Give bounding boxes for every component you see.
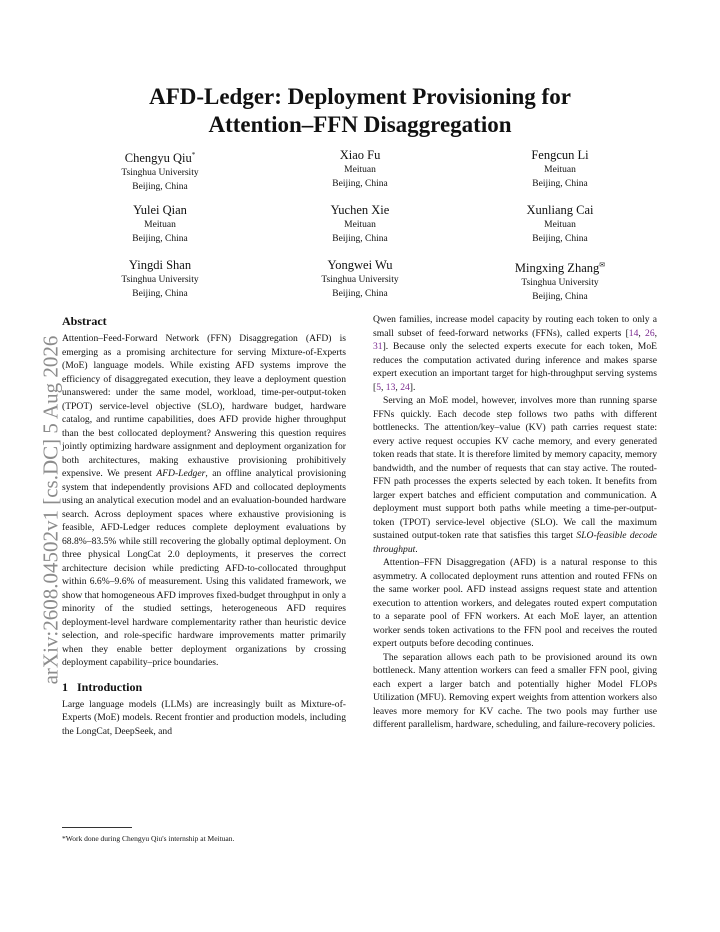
right-column <box>373 313 657 732</box>
author-location: Beijing, China <box>132 181 188 192</box>
abstract-text: Attention–Feed-Forward Network (FFN) Disaggregation (AFD) is emerging as a promising architecture for serving Mixture-of-Experts (MoE) language models. While existing AFD systems improve the efficiency of disaggregated execution, they leave a deployment question unanswered: under the same model, workload, time-per-output-token (TPOT) service-level objective (SLO), hardware budget, hardware catalog, and runtime capabilities, does AFD provide higher throughput than the best collocated deployment? Answering this question requires jointly optimizing hardware assignment and deployment organization for both architectures, making exhaustive provisioning prohibitively expensive. We present AFD-Ledger, an offline analytical provisioning system that independently provisions AFD and collocated deployments using an analytical execution model and an evaluation-bounded hardware search. Across deployment spaces where exhaustive provisioning is feasible, AFD-Ledger reduces complete deployment evaluations by 68.8%–83.5% while still recovering the globally optimal deployment. On three physical LongCat 2.0 deployments, it preserves the correct architecture decision while predicting AFD-to-collocated throughput within 6.6%–9.6% of measurement. Using this validated framework, we show that homogeneous AFD improves fixed-budget throughput in only a minority of the studied settings, heterogeneous AFD requires deployment-level hardware complementarity rather than heuristic device selection, and role-specific hardware improvements matter primarily when they enable better deployment organizations by crossing deployment capability–price boundaries. <box>62 333 346 668</box>
author-name: Mingxing Zhang <box>514 261 600 276</box>
abstract-heading: Abstract <box>62 314 107 328</box>
author-location: Beijing, China <box>132 233 188 244</box>
title-line-1: AFD-Ledger: Deployment Provisioning for <box>149 84 571 109</box>
arxiv-stamp-text: arXiv:2608.04502v1 [cs.DC] 5 Aug 2026 <box>38 335 63 685</box>
author-location: Beijing, China <box>532 178 588 189</box>
author-card <box>60 257 260 301</box>
author-card <box>260 202 460 246</box>
author-name: Chengyu Qiu <box>124 151 192 166</box>
paper-title <box>60 83 660 139</box>
body-paragraph: The separation allows each path to be provisioned around its own bottleneck. Many attention workers can feed a smaller FFN pool, giving each expert a larger batch and potentially higher Model FLOPs Utilization (MFU). Removing expert weights from attention workers also leaves more memory for KV cache. The two pools may further use different parallelism, hardware, scheduling, and failure-recovery policies. <box>373 651 657 730</box>
author-card <box>60 147 260 194</box>
author-affiliation: Meituan <box>544 165 576 175</box>
author-card <box>460 257 660 304</box>
citation-link[interactable]: 26 <box>645 327 655 339</box>
author-name: Fengcun Li <box>531 148 589 162</box>
section-heading-introduction <box>62 679 346 695</box>
footnote: *Work done during Chengyu Qiu's internship at Meituan. <box>62 834 235 843</box>
citation-link[interactable]: 31 <box>373 341 383 352</box>
citation-link[interactable]: 24 <box>400 381 410 393</box>
author-card <box>60 202 260 246</box>
intro-paragraph: Large language models (LLMs) are increasingly built as Mixture-of-Experts (MoE) models. Recent frontier and production models, including the LongCat, DeepSeek, and <box>62 698 346 737</box>
arxiv-stamp <box>38 335 64 685</box>
author-affiliation: Tsinghua University <box>121 275 199 285</box>
author-card <box>260 147 460 191</box>
citation-link[interactable]: 14 <box>628 327 639 339</box>
author-name: Xunliang Cai <box>526 203 594 217</box>
author-location: Beijing, China <box>332 288 388 299</box>
author-location: Beijing, China <box>532 291 588 302</box>
author-location: Beijing, China <box>132 288 188 299</box>
author-affiliation: Meituan <box>344 220 376 230</box>
author-affiliation: Meituan <box>544 220 576 230</box>
author-name: Yingdi Shan <box>128 258 192 272</box>
author-location: Beijing, China <box>332 178 388 189</box>
author-card <box>460 202 660 246</box>
term-emphasis: SLO-feasible decode throughput <box>373 530 658 555</box>
author-affiliation: Tsinghua University <box>321 275 399 285</box>
author-location: Beijing, China <box>332 233 388 244</box>
author-mark: * <box>191 151 196 159</box>
author-name: Yulei Qian <box>133 203 187 217</box>
body-paragraph: Serving an MoE model, however, involves more than running sparse FFNs quickly. Each decode step follows two paths with different bottlenecks. The attention/key–value (KV) path carries request state: every active request occupies KV cache memory, and every generated token reads that state. It is therefore limited by memory capacity, memory bandwidth, and the number of requests that can stay active. The routed-FFN path processes the experts selected by each token. It benefits from larger expert batches and efficient computation and communication. A deployment must support both paths while meeting a time-per-output-token (TPOT) service-level objective (SLO). We call the maximum sustained output-token rate that satisfies this target SLO-feasible decode throughput. <box>373 395 658 555</box>
body-paragraph: Qwen families, increase model capacity by routing each token to only a small subset of feed-forward networks (FFNs), called experts [14, 26, 31]. Because only the selected experts execute for each token, MoE reduces the computation activated during inference and makes sparse expert execution an important target for high-throughput serving systems [5, 13, 24]. <box>373 314 658 393</box>
body-paragraph: Attention–FFN Disaggregation (AFD) is a natural response to this asymmetry. A collocated deployment runs attention and routed FFNs on the same worker pool. AFD instead assigns request state and attention execution to attention workers, and delegates routed expert computation to a separate pool of FFN workers. At each MoE layer, an attention worker sends token activations to the FFN pool and receives the routed expert outputs before decoding continues. <box>373 557 657 649</box>
author-name: Yongwei Wu <box>327 258 393 272</box>
title-line-2: Attention–FFN Disaggregation <box>208 112 512 137</box>
system-name: AFD-Ledger <box>156 468 206 479</box>
section-title: Introduction <box>77 679 143 694</box>
citation-link[interactable]: 13 <box>385 381 396 393</box>
left-column <box>62 313 346 738</box>
author-card <box>260 257 460 301</box>
section-number: 1 <box>62 679 68 694</box>
envelope-icon: ✉ <box>599 261 606 269</box>
author-affiliation: Meituan <box>144 220 176 230</box>
author-card <box>460 147 660 191</box>
author-name: Yuchen Xie <box>330 203 390 217</box>
author-name: Xiao Fu <box>339 148 381 162</box>
footnote-rule <box>62 827 132 828</box>
citation-link[interactable]: 5 <box>376 381 381 393</box>
author-affiliation: Tsinghua University <box>121 168 199 179</box>
author-location: Beijing, China <box>532 233 588 244</box>
author-affiliation: Meituan <box>344 165 376 175</box>
author-affiliation: Tsinghua University <box>521 278 599 289</box>
